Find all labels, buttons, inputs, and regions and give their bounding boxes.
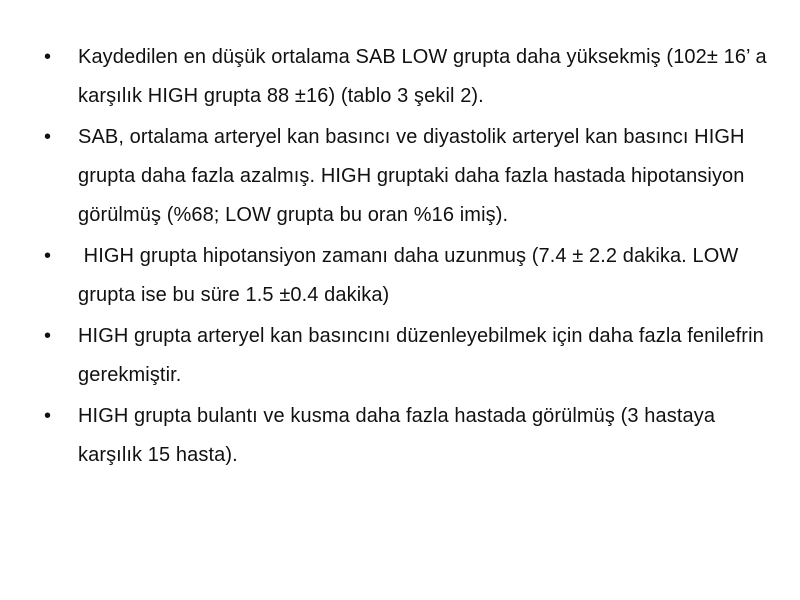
bullet-list bbox=[0, 38, 800, 477]
bullet-dot-icon: • bbox=[44, 325, 52, 347]
bullet-item-5 bbox=[0, 397, 800, 475]
bullet-text: HIGH grupta hipotansiyon zamanı daha uzunmuş (7.4 ± 2.2 dakika. LOW grupta ise bu süre 1.5 ±0.4 dakika) bbox=[78, 245, 745, 306]
bullet-dot-icon: • bbox=[44, 245, 52, 267]
bullet-dot-icon: • bbox=[44, 405, 52, 427]
bullet-text: HIGH grupta arteryel kan basıncını düzenleyebilmek için daha fazla fenilefrin gerekmiştir. bbox=[78, 325, 764, 386]
bullet-dot-icon: • bbox=[44, 126, 52, 148]
bullet-item-4 bbox=[0, 317, 800, 395]
bullet-item-1 bbox=[0, 38, 800, 116]
bullet-dot-icon: • bbox=[44, 46, 52, 68]
bullet-text: HIGH grupta bulantı ve kusma daha fazla hastada görülmüş (3 hastaya karşılık 15 hasta). bbox=[78, 405, 716, 466]
bullet-text: SAB, ortalama arteryel kan basıncı ve diyastolik arteryel kan basıncı HIGH grupta daha fazla azalmış. HIGH gruptaki daha fazla hastada hipotansiyon görülmüş (%68; LOW grupta bu oran %16 imiş). bbox=[78, 126, 745, 226]
bullet-item-2 bbox=[0, 118, 800, 235]
bullet-item-3 bbox=[0, 237, 800, 315]
bullet-text: Kaydedilen en düşük ortalama SAB LOW grupta daha yüksekmiş (102± 16’ a karşılık HIGH grupta 88 ±16) (tablo 3 şekil 2). bbox=[78, 46, 767, 107]
